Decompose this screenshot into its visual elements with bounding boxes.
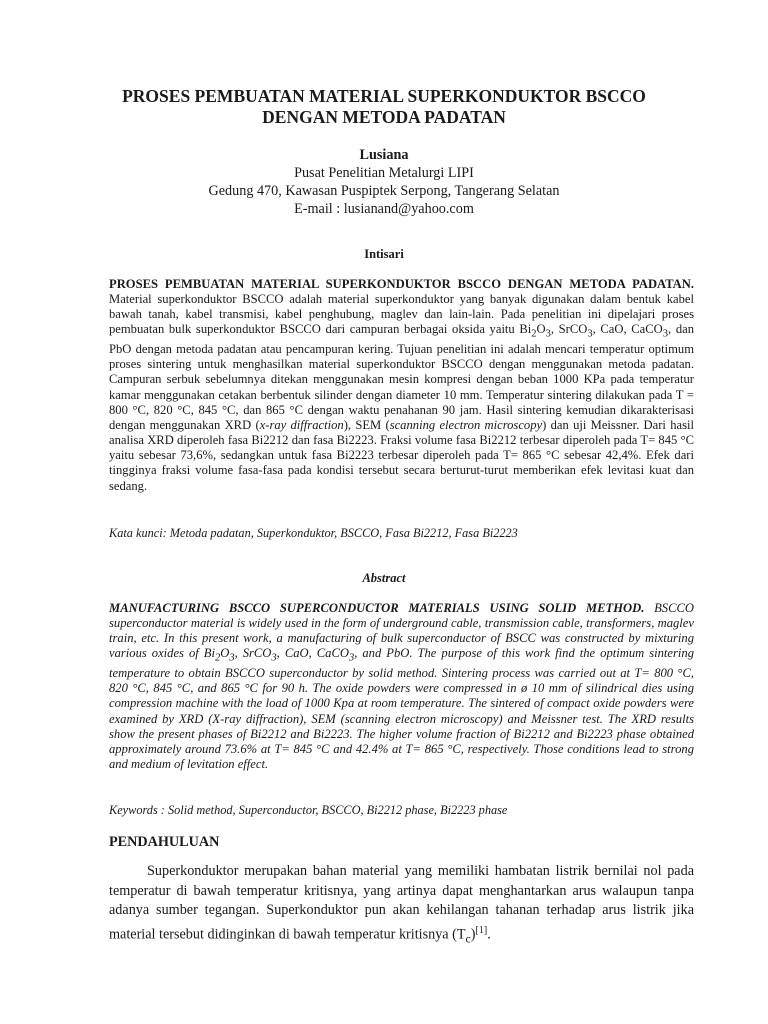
subscript: 3 <box>229 652 235 664</box>
subscript: 3 <box>545 328 551 340</box>
intisari-text-3: , SrCO <box>550 322 588 337</box>
author-block <box>0 146 768 218</box>
subscript: 3 <box>271 652 277 664</box>
subscript: 3 <box>348 652 355 664</box>
author-name: Lusiana <box>359 147 409 163</box>
pendahuluan-tail: ) <box>470 926 476 943</box>
citation-ref: [1] <box>475 924 488 936</box>
pendahuluan-text: Superkonduktor merupakan bahan material yang memiliki hambatan listrik bernilai nol pada temperatur di bawah temperatur kritisnya, yang artinya dapat menghantarkan arus walaupun tanpa adanya sumber tegangan. Superkonduktor pun akan kehilangan tahanan terhadap arus listrik jika material tersebut didinginkan di bawah temperatur kritisnya (T <box>109 863 694 943</box>
intisari-paragraph <box>109 277 694 494</box>
intisari-text-7: ) dan uji Meissner. Dari hasil analisa XRD diperoleh fasa Bi2212 dan fasa Bi2223. Fraksi volume fasa Bi2212 terbesar diperoleh pada T= 845 °C yaitu sebesar 73,6%, sedangkan untuk fasa Bi2223 terbesar diperoleh pada T= 865 °C sebesar 42,4%. Efek dari tingginya fraksi volume fasa-fasa pada kondisi tersebut secara berturut-turut memberikan efek levitasi kuat dan sedang. <box>109 417 694 493</box>
author-address: Gedung 470, Kawasan Puspiptek Serpong, Tangerang Selatan <box>208 183 560 199</box>
pendahuluan-heading: PENDAHULUAN <box>109 834 220 850</box>
intisari-text-2: O <box>536 322 546 337</box>
pendahuluan-end: . <box>487 926 491 943</box>
subscript: c <box>465 931 471 946</box>
intisari-text-5: , dan PbO dengan metoda padatan atau pencampuran kering. Tujuan penelitian ini adalah mencari temperatur optimum proses sintering untuk menghasilkan material superkonduktor BSCCO dengan menggunakan metoda padatan. Campuran serbuk sebelumnya ditekan menggunakan mesin kompresi dengan beban 1000 KPa pada temperatur kamar menggunakan cetakan berbentuk silinder dengan diameter 10 mm. Temperatur sintering dilakukan pada T = 800 °C, 820 °C, 845 °C, dan 865 °C dengan waktu penahanan 90 jam. Hasil sintering kemudian dikarakterisasi dengan menggunakan XRD ( <box>109 322 695 432</box>
paper-title <box>0 86 768 128</box>
abstract-text-1: BSCCO superconductor material is widely used in the form of underground cable, transmission cable, transformers, maglev train, etc. In this present work, a manufacturing of bulk superconductor of BSCC was constructed by mixturing various oxides of Bi <box>109 601 694 661</box>
intisari-italic-1: x-ray diffraction <box>259 417 344 432</box>
subscript: 3 <box>587 328 593 340</box>
abstract-text-4: , CaO, CaCO <box>276 646 349 661</box>
subscript: 3 <box>662 328 669 340</box>
title-line-1: PROSES PEMBUATAN MATERIAL SUPERKONDUKTOR BSCCO <box>122 86 646 106</box>
pendahuluan-paragraph <box>109 862 694 949</box>
abstract-text-3: , SrCO <box>234 646 272 661</box>
intisari-italic-2: scanning electron microscopy <box>389 417 543 432</box>
subscript: 2 <box>531 328 537 340</box>
intisari-text-1: Material superkonduktor BSCCO adalah material superkonduktor yang banyak digunakan dalam bentuk kabel bawah tanah, kabel transmisi, kabel penghubung, maglev dan lain-lain. Pada penelitian ini dipelajari proses pembuatan bulk superkonduktor BSCCO dari campuran berbagai oksida yaitu Bi <box>109 292 694 337</box>
keywords: Keywords : Solid method, Superconductor, BSCCO, Bi2212 phase, Bi2223 phase <box>109 803 508 817</box>
intisari-heading: Intisari <box>364 247 404 261</box>
abstract-text-2: O <box>220 646 230 661</box>
author-email: E-mail : lusianand@yahoo.com <box>294 201 474 217</box>
abstract-text-5: , and PbO. The purpose of this work find the optimum sintering temperature to obtain BSCCO superconductor by solid method. Sintering process was carried out at T= 800 °C, 820 °C, 845 °C, and 865 °C for 90 h. The oxide powders were compressed in ø 10 mm of silindrical dies using compression machine with the load of 1000 Kpa at room temperature. The sintered of compact oxide powders were examined by XRD (X-ray diffraction), SEM (scanning electron microscopy) and Meissner test. The XRD results show the present phases of Bi2212 and Bi2223. The higher volume fraction of Bi2212 and Bi2223 phase obtained approximately around 73.6% at T= 845 °C and 42.4% at T= 865 °C, respectively. Those conditions lead to strong and medium of levitation effect. <box>109 646 695 772</box>
abstract-paragraph <box>109 601 694 772</box>
abstract-lead: MANUFACTURING BSCCO SUPERCONDUCTOR MATERIALS USING SOLID METHOD. <box>109 601 645 615</box>
title-line-2: DENGAN METODA PADATAN <box>262 107 506 127</box>
intisari-text-6: ), SEM ( <box>343 417 390 432</box>
subscript: 2 <box>214 652 221 664</box>
kata-kunci: Kata kunci: Metoda padatan, Superkonduktor, BSCCO, Fasa Bi2212, Fasa Bi2223 <box>109 526 518 540</box>
intisari-lead: PROSES PEMBUATAN MATERIAL SUPERKONDUKTOR BSCCO DENGAN METODA PADATAN. <box>109 277 694 291</box>
intisari-text-4: , CaO, CaCO <box>592 322 663 337</box>
abstract-heading: Abstract <box>362 571 406 585</box>
author-affiliation: Pusat Penelitian Metalurgi LIPI <box>294 165 474 181</box>
